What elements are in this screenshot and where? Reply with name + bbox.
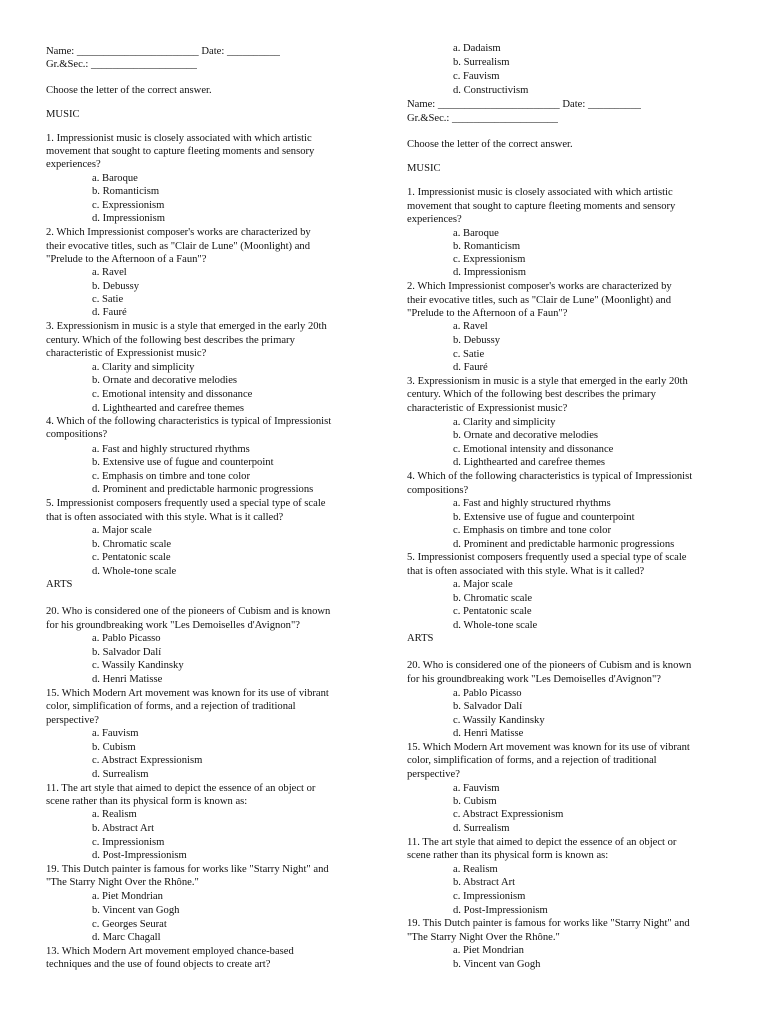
text-line: Choose the letter of the correct answer. (407, 139, 573, 150)
answer-option: b. Chromatic scale (92, 539, 172, 550)
text-line: MUSIC (46, 109, 80, 120)
answer-option: a. Realism (92, 809, 137, 820)
question-text: 11. The art style that aimed to depict the essence of an object or (46, 783, 316, 794)
answer-option: d. Constructivism (453, 85, 529, 96)
answer-option: c. Pentatonic scale (453, 606, 532, 617)
answer-option: d. Marc Chagall (92, 932, 161, 943)
question-text: for his groundbreaking work "Les Demoiselles d'Avignon"? (46, 620, 300, 631)
question-text: 5. Impressionist composers frequently used a special type of scale (46, 498, 326, 509)
answer-option: a. Piet Mondrian (92, 891, 163, 902)
answer-option: c. Georges Seurat (92, 919, 167, 930)
question-text: techniques and the use of found objects to create art? (46, 959, 271, 970)
answer-option: b. Romanticism (453, 241, 521, 252)
answer-option: a. Clarity and simplicity (92, 362, 195, 373)
question-text: 15. Which Modern Art movement was known for its use of vibrant (407, 742, 690, 753)
answer-option: b. Abstract Art (92, 823, 155, 834)
answer-option: d. Whole-tone scale (453, 620, 538, 631)
answer-option: c. Fauvism (453, 71, 500, 82)
answer-option: c. Expressionism (92, 200, 165, 211)
question-text: their evocative titles, such as "Clair de Lune" (Moonlight) and (407, 295, 672, 306)
question-text: 20. Who is considered one of the pioneers of Cubism and is known (46, 606, 331, 617)
answer-option: c. Wassily Kandinsky (453, 715, 545, 726)
question-text: experiences? (407, 214, 462, 225)
answer-option: a. Ravel (92, 267, 127, 278)
answer-option: b. Salvador Dalí (92, 647, 162, 658)
answer-option: a. Major scale (453, 579, 513, 590)
question-text: experiences? (46, 159, 101, 170)
answer-option: d. Prominent and predictable harmonic progressions (453, 539, 675, 550)
answer-option: a. Baroque (453, 228, 499, 239)
answer-option: b. Ornate and decorative melodies (92, 375, 238, 386)
question-text: their evocative titles, such as "Clair de Lune" (Moonlight) and (46, 241, 311, 252)
question-text: movement that sought to capture fleeting moments and sensory (46, 146, 315, 157)
question-text: color, simplification of forms, and a rejection of traditional (407, 755, 657, 766)
question-text: perspective? (46, 715, 99, 726)
question-text: for his groundbreaking work "Les Demoiselles d'Avignon"? (407, 674, 661, 685)
answer-option: c. Pentatonic scale (92, 552, 171, 563)
answer-option: b. Vincent van Gogh (453, 959, 541, 970)
answer-option: d. Impressionism (453, 267, 526, 278)
answer-option: b. Extensive use of fugue and counterpoint (453, 512, 635, 523)
answer-option: b. Surrealism (453, 57, 510, 68)
text-line: MUSIC (407, 163, 441, 174)
question-text: that is often associated with this style. What is it called? (407, 566, 645, 577)
question-text: 11. The art style that aimed to depict the essence of an object or (407, 837, 677, 848)
answer-option: d. Post-Impressionism (92, 850, 187, 861)
question-text: that is often associated with this style. What is it called? (46, 512, 284, 523)
answer-option: a. Baroque (92, 173, 138, 184)
text-line: ARTS (46, 579, 73, 590)
answer-option: b. Cubism (453, 796, 497, 807)
answer-option: d. Fauré (453, 362, 488, 373)
answer-option: d. Lighthearted and carefree themes (453, 457, 606, 468)
question-text: century. Which of the following best describes the primary (407, 389, 656, 400)
answer-option: c. Emphasis on timbre and tone color (453, 525, 611, 536)
text-line: Choose the letter of the correct answer. (46, 85, 212, 96)
question-text: 3. Expressionism in music is a style that emerged in the early 20th (46, 321, 327, 332)
question-text: "Prelude to the Afternoon of a Faun"? (46, 254, 207, 265)
answer-option: b. Ornate and decorative melodies (453, 430, 599, 441)
answer-option: c. Abstract Expressionism (92, 755, 203, 766)
answer-option: a. Major scale (92, 525, 152, 536)
question-text: scene rather than its physical form is known as: (46, 796, 248, 807)
question-text: 13. Which Modern Art movement employed chance-based (46, 946, 294, 957)
question-text: 5. Impressionist composers frequently used a special type of scale (407, 552, 687, 563)
question-text: 4. Which of the following characteristics is typical of Impressionist (407, 471, 693, 482)
answer-option: b. Debussy (453, 335, 501, 346)
question-text: 15. Which Modern Art movement was known for its use of vibrant (46, 688, 329, 699)
answer-option: c. Impressionism (92, 837, 165, 848)
answer-option: c. Wassily Kandinsky (92, 660, 184, 671)
answer-option: a. Pablo Picasso (453, 688, 522, 699)
answer-option: d. Henri Matisse (92, 674, 163, 685)
question-text: 1. Impressionist music is closely associated with which artistic (46, 133, 312, 144)
answer-option: d. Impressionism (92, 213, 165, 224)
answer-option: d. Fauré (92, 307, 127, 318)
answer-option: b. Chromatic scale (453, 593, 533, 604)
answer-option: a. Piet Mondrian (453, 945, 524, 956)
answer-option: c. Expressionism (453, 254, 526, 265)
header-field: Gr.&Sec.: ____________________ (46, 59, 197, 70)
answer-option: b. Abstract Art (453, 877, 516, 888)
header-field: Name: _______________________ Date: __________ (407, 99, 641, 110)
question-text: color, simplification of forms, and a rejection of traditional (46, 701, 296, 712)
answer-option: b. Vincent van Gogh (92, 905, 180, 916)
question-text: "The Starry Night Over the Rhône." (407, 932, 560, 943)
answer-option: d. Lighthearted and carefree themes (92, 403, 245, 414)
answer-option: a. Ravel (453, 321, 488, 332)
question-text: characteristic of Expressionist music? (407, 403, 568, 414)
answer-option: b. Cubism (92, 742, 136, 753)
question-text: "The Starry Night Over the Rhône." (46, 877, 199, 888)
question-text: characteristic of Expressionist music? (46, 348, 207, 359)
answer-option: a. Fauvism (453, 783, 500, 794)
answer-option: a. Realism (453, 864, 498, 875)
answer-option: a. Dadaism (453, 43, 501, 54)
answer-option: a. Fauvism (92, 728, 139, 739)
question-text: "Prelude to the Afternoon of a Faun"? (407, 308, 568, 319)
question-text: 2. Which Impressionist composer's works are characterized by (407, 281, 672, 292)
answer-option: c. Satie (453, 349, 485, 360)
question-text: 3. Expressionism in music is a style that emerged in the early 20th (407, 376, 688, 387)
answer-option: a. Fast and highly structured rhythms (92, 444, 250, 455)
answer-option: d. Henri Matisse (453, 728, 524, 739)
answer-option: d. Whole-tone scale (92, 566, 177, 577)
header-field: Gr.&Sec.: ____________________ (407, 113, 558, 124)
question-text: 20. Who is considered one of the pioneers of Cubism and is known (407, 660, 692, 671)
answer-option: b. Salvador Dalí (453, 701, 523, 712)
question-text: compositions? (407, 485, 469, 496)
answer-option: a. Pablo Picasso (92, 633, 161, 644)
text-line: ARTS (407, 633, 434, 644)
answer-option: d. Prominent and predictable harmonic progressions (92, 484, 314, 495)
answer-option: b. Romanticism (92, 186, 160, 197)
question-text: 19. This Dutch painter is famous for works like "Starry Night" and (46, 864, 329, 875)
answer-option: d. Surrealism (92, 769, 149, 780)
answer-option: c. Satie (92, 294, 124, 305)
answer-option: a. Clarity and simplicity (453, 417, 556, 428)
question-text: perspective? (407, 769, 460, 780)
header-field: Name: _______________________ Date: __________ (46, 46, 280, 57)
answer-option: c. Abstract Expressionism (453, 809, 564, 820)
answer-option: b. Extensive use of fugue and counterpoint (92, 457, 274, 468)
answer-option: c. Impressionism (453, 891, 526, 902)
answer-option: c. Emphasis on timbre and tone color (92, 471, 250, 482)
question-text: compositions? (46, 429, 108, 440)
question-text: 2. Which Impressionist composer's works are characterized by (46, 227, 311, 238)
question-text: scene rather than its physical form is known as: (407, 850, 609, 861)
question-text: 1. Impressionist music is closely associated with which artistic (407, 187, 673, 198)
answer-option: d. Post-Impressionism (453, 905, 548, 916)
question-text: 4. Which of the following characteristics is typical of Impressionist (46, 416, 332, 427)
question-text: century. Which of the following best describes the primary (46, 335, 295, 346)
question-text: 19. This Dutch painter is famous for works like "Starry Night" and (407, 918, 690, 929)
answer-option: a. Fast and highly structured rhythms (453, 498, 611, 509)
answer-option: d. Surrealism (453, 823, 510, 834)
question-text: movement that sought to capture fleeting moments and sensory (407, 201, 676, 212)
answer-option: b. Debussy (92, 281, 140, 292)
answer-option: c. Emotional intensity and dissonance (453, 444, 614, 455)
answer-option: c. Emotional intensity and dissonance (92, 389, 253, 400)
